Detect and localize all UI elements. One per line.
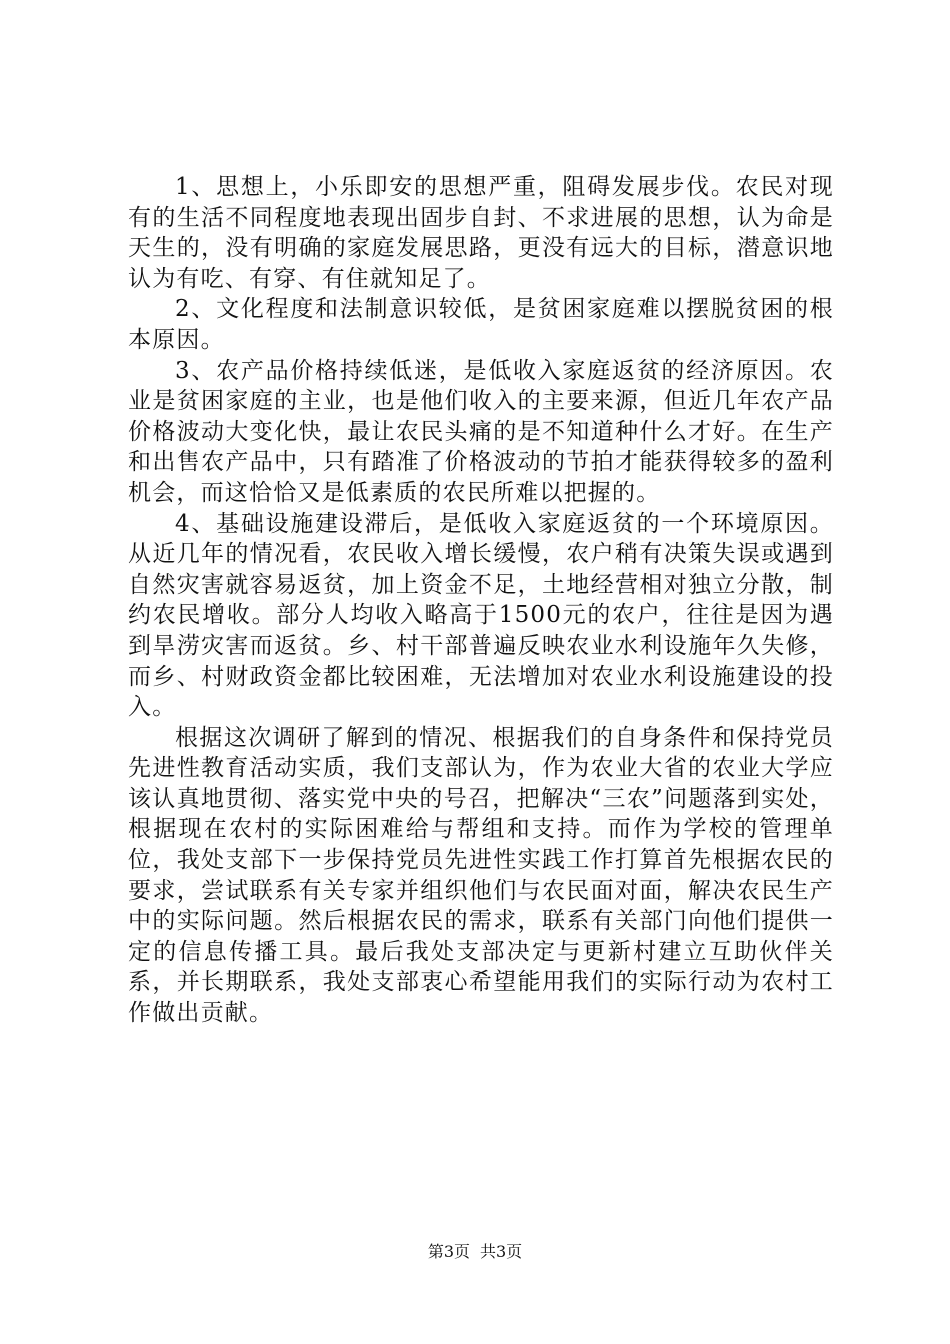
page-total: 共3页 [480,1242,523,1261]
page-number: 第3页 [427,1242,470,1261]
paragraph-1: 1、思想上，小乐即安的思想严重，阻碍发展步伐。农民对现有的生活不同程度地表现出固步自封、不求进展的思想，认为命是天生的，没有明确的家庭发展思路，更没有远大的目标，潜意识地认为有吃、有穿、有住就知足了。 [128,174,834,292]
paragraph-4: 4、基础设施建设滞后，是低收入家庭返贫的一个环境原因。从近几年的情况看，农民收入增长缓慢，农户稍有决策失误或遇到自然灾害就容易返贫，加上资金不足，土地经营相对独立分散，制约农民增收。部分人均收入略高于1500元的农户，往往是因为遇到旱涝灾害而返贫。乡、村干部普遍反映农业水利设施年久失修，而乡、村财政资金都比较困难，无法增加对农业水利设施建设的投入。 [128,510,834,721]
paragraph-2: 2、文化程度和法制意识较低，是贫困家庭难以摆脱贫困的根本原因。 [128,296,834,353]
page-footer [0,1242,950,1262]
paragraph-5: 根据这次调研了解到的情况、根据我们的自身条件和保持党员先进性教育活动实质，我们支部认为，作为农业大省的农业大学应该认真地贯彻、落实党中央的号召，把解决“三农”问题落到实处，根据现在农村的实际困难给与帮组和支持。而作为学校的管理单位，我处支部下一步保持党员先进性实践工作打算首先根据农民的要求，尝试联系有关专家并组织他们与农民面对面，解决农民生产中的实际问题。然后根据农民的需求，联系有关部门向他们提供一定的信息传播工具。最后我处支部决定与更新村建立互助伙伴关系，并长期联系，我处支部衷心希望能用我们的实际行动为农村工作做出贡献。 [128,724,834,1027]
document-body [128,172,834,1029]
paragraph-3: 3、农产品价格持续低迷，是低收入家庭返贫的经济原因。农业是贫困家庭的主业，也是他们收入的主要来源，但近几年农产品价格波动大变化快，最让农民头痛的是不知道种什么才好。在生产和出售农产品中，只有踏准了价格波动的节拍才能获得较多的盈利机会，而这恰恰又是低素质的农民所难以把握的。 [128,357,834,506]
